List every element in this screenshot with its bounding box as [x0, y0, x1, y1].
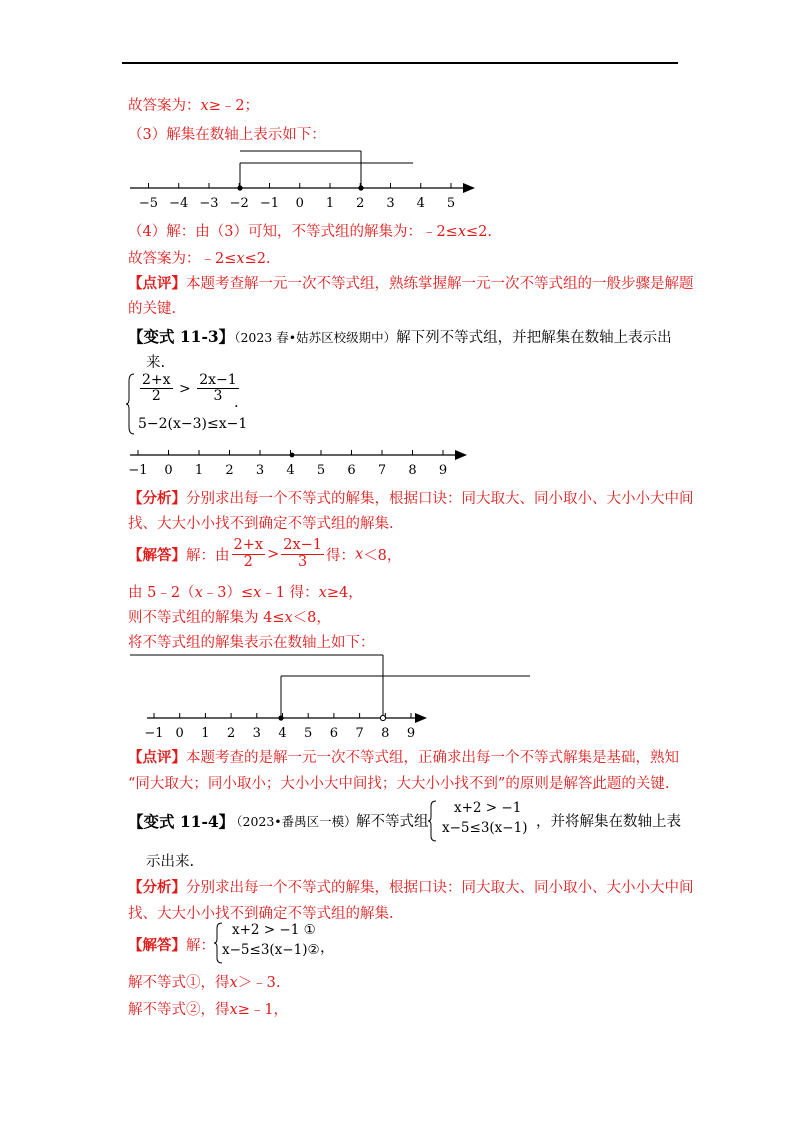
part-4-line [128, 220, 492, 241]
fraction-numerator: 2x−1 [199, 372, 237, 388]
solution-text: 由 5﹣2（ [128, 585, 195, 601]
left-brace [428, 800, 438, 842]
tick-label: −4 [169, 196, 189, 211]
math-var: x [318, 585, 327, 601]
solution-text: ﹣1 得： [261, 585, 319, 601]
solution-text: 解： [186, 938, 215, 954]
math-var: x [355, 546, 364, 563]
tick-label: 0 [175, 726, 184, 741]
review-1-line-2: 的关键. [128, 301, 177, 317]
tick-label: 9 [406, 726, 416, 741]
fraction-denominator: 3 [297, 553, 308, 570]
solution-tag: 【解答】 [128, 937, 186, 954]
tick-label: 7 [377, 463, 387, 477]
inequality-2: 5−2(x−3)≤x−1 [138, 416, 248, 432]
answer-text: 故答案为：﹣2≤ [128, 251, 237, 267]
tick-label: 7 [355, 726, 364, 741]
tick-label: 6 [347, 463, 356, 477]
analysis-11-4-line-1 [128, 876, 694, 897]
math-var: x [284, 610, 293, 626]
analysis-11-3-line-1 [128, 487, 694, 508]
tick-label: 9 [438, 463, 448, 477]
analysis-11-4-line-2: 找、大大小小找不到确定不等式组的解集. [128, 906, 394, 922]
tick-label: 3 [255, 463, 265, 477]
number-line-1 [125, 148, 485, 212]
tick-label: 6 [329, 726, 339, 741]
solution-text: ＞﹣3. [237, 975, 281, 991]
operator: > [179, 380, 191, 397]
solution-11-3-line-3 [128, 606, 331, 627]
tick-label: 0 [164, 463, 173, 477]
tick-label: 2 [225, 463, 234, 477]
review-1-line-1 [128, 272, 694, 293]
question-11-3-line-2: 来. [146, 355, 166, 371]
operator: > [267, 546, 280, 563]
math-var: x [200, 98, 209, 114]
tick-label: 1 [325, 196, 335, 211]
solution-text: ≥4， [326, 585, 363, 601]
answer-line-1 [128, 94, 259, 115]
math-var: x [229, 1002, 238, 1018]
inequality-1 [138, 373, 241, 405]
analysis-text: 分别求出每一个不等式的解集，根据口诀：同大取大、同小取小、大小小大中间 [186, 880, 694, 896]
math-var: x [229, 975, 238, 991]
question-stem: ，并将解集在数轴上表 [536, 814, 681, 830]
question-11-4-line-2: 示出来. [146, 854, 195, 870]
number-line-3 [125, 652, 535, 744]
question-tag: 【变式 11-4】 [128, 812, 235, 831]
tick-label: 3 [386, 196, 395, 211]
review-text: 本题考查解一元一次不等式组，熟练掌握解一元一次不等式组的一般步骤是解题 [186, 276, 694, 292]
solution-text: ﹣3）≤ [202, 585, 254, 601]
tick-label: 2 [226, 726, 236, 741]
answer-text: ≤2. [244, 251, 271, 267]
question-source: （2023•番禺区一模） [230, 814, 357, 829]
review-text: 本题考查的是解一元一次不等式组，正确求出每一个不等式解集是基础，熟知 [186, 750, 679, 766]
question-tag: 【变式 11-3】 [128, 327, 235, 346]
answer-text: ≥﹣2； [208, 98, 260, 114]
fraction-numerator: 2+x [142, 372, 171, 388]
fraction-numerator: 2x−1 [283, 537, 322, 553]
solution-11-3-line-2 [128, 581, 363, 602]
tick-label: 8 [408, 463, 417, 477]
answer-line-2 [128, 247, 271, 268]
analysis-tag: 【分析】 [128, 879, 186, 896]
inequality-2: x−5≤3(x−1) [442, 820, 528, 836]
solution-text: ＜8， [363, 547, 402, 564]
tick-label: 0 [295, 196, 304, 211]
tick-label: 4 [278, 726, 287, 741]
tick-label: 4 [286, 463, 295, 477]
math-var: x [253, 585, 262, 601]
part-3-line: （3）解集在数轴上表示如下： [128, 127, 326, 143]
tick-label: −5 [138, 196, 159, 211]
question-stem: 解下列不等式组，并把解集在数轴上表示出 [396, 330, 672, 346]
tick-label: −2 [229, 196, 249, 211]
review-tag: 【点评】 [128, 749, 186, 766]
solution-text: 得： [326, 547, 355, 564]
review-11-3-line-2: “同大取大；同小取小；大小小大中间找；大大小小找不到”的原则是解答此题的关键. [128, 776, 670, 792]
question-11-3-line-1 [128, 325, 672, 347]
closed-point [237, 185, 242, 190]
solution-11-4-system [128, 922, 428, 966]
solution-text: 解不等式①，得 [128, 975, 230, 991]
tick-label: 2 [356, 196, 365, 211]
math-var: x [457, 224, 467, 240]
analysis-text: 分别求出每一个不等式的解集，根据口诀：同大取大、同小取小、大小小大中间 [186, 491, 694, 507]
solution-11-3-line-1 [128, 538, 401, 578]
tick-label: −3 [199, 196, 219, 211]
tick-label: −1 [259, 196, 280, 211]
inequality-system-11-3 [126, 373, 266, 435]
answer-prefix: 故答案为： [128, 98, 201, 114]
math-var: x [194, 585, 203, 601]
tick-label: −1 [128, 463, 148, 477]
part-4-text: ≤2. [466, 224, 492, 240]
fraction-denominator: 2 [151, 388, 161, 405]
review-11-3-line-1 [128, 746, 679, 767]
analysis-11-3-line-2: 找、大大小小找不到确定不等式组的解集. [128, 516, 394, 532]
tick-label: 5 [316, 463, 326, 477]
tick-label: 5 [446, 196, 456, 211]
inequality-1: x+2 > −1 ① [232, 922, 316, 938]
system-period: . [234, 395, 239, 411]
solution-11-4-step-1 [128, 971, 281, 992]
solution-text: ≥﹣1， [237, 1002, 289, 1018]
inequality-2: x−5≤3(x−1)② [222, 942, 320, 958]
closed-point [358, 185, 363, 190]
axis-arrow [415, 713, 427, 723]
question-source: （2023 春•姑苏区校级期中） [234, 330, 397, 345]
fraction-denominator: 2 [243, 553, 253, 570]
fraction-numerator: 2+x [233, 537, 264, 553]
header-rule [122, 62, 678, 64]
solution-text: 解不等式②，得 [128, 1002, 230, 1018]
tick-label: −1 [144, 726, 164, 741]
review-tag: 【点评】 [128, 275, 186, 292]
tick-label: 5 [304, 726, 313, 741]
solution-tag: 【解答】 [128, 546, 186, 564]
solution-11-3-line-4: 将不等式组的解集表示在数轴上如下： [128, 635, 375, 651]
solution-11-4-step-2 [128, 998, 288, 1019]
tick-label: 8 [381, 726, 390, 741]
punctuation: ， [320, 940, 335, 956]
tick-label: 3 [252, 726, 261, 741]
tick-label: 1 [194, 463, 204, 477]
analysis-tag: 【分析】 [128, 490, 186, 507]
axis-arrow [455, 450, 467, 460]
fraction-denominator: 3 [213, 388, 223, 405]
left-brace [126, 373, 136, 435]
solution-text: ＜8， [292, 610, 331, 626]
axis-arrow [463, 183, 475, 193]
number-line-2 [125, 445, 475, 477]
tick-label: 4 [416, 196, 425, 211]
math-var: x [236, 251, 245, 267]
question-stem: 解不等式组 [356, 814, 429, 830]
solution-text: 解：由 [186, 547, 230, 564]
inequality-1: x+2 > −1 [454, 800, 522, 816]
tick-label: 1 [201, 726, 210, 741]
solution-text: 则不等式组的解集为 4≤ [128, 610, 285, 626]
part-4-text: （4）解：由（3）可知，不等式组的解集为：﹣2≤ [128, 224, 458, 240]
